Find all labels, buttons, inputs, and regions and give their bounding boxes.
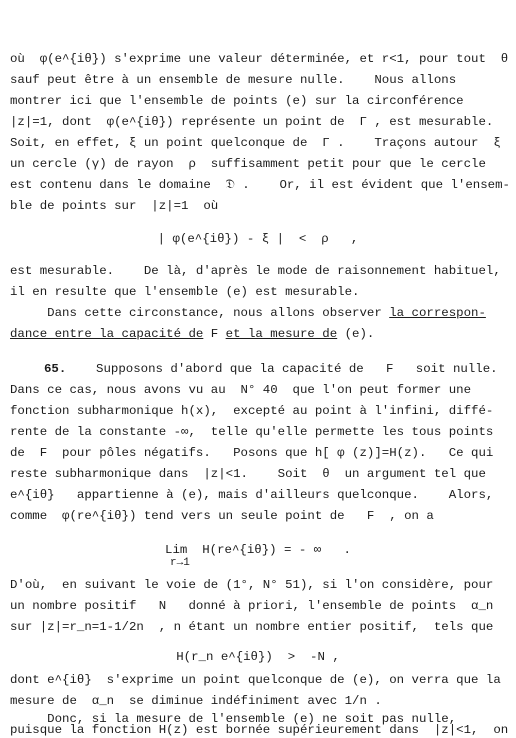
text-line: un nombre positif N donné à priori, l'ensemble de points α_n <box>10 599 494 613</box>
limit-subscript: r→1 <box>170 557 190 569</box>
text-line: Soit, en effet, ξ un point quelconque de Γ . Traçons autour ξ <box>10 136 501 150</box>
text-line: où φ(e^{iθ}) s'exprime une valeur déterminée, et r<1, pour tout θ <box>10 52 509 66</box>
text-line: mesure de α_n se diminue indéfiniment avec 1/n . <box>10 694 382 708</box>
underlined-text: et la mesure de <box>225 327 338 341</box>
text-line: fonction subharmonique h(x), excepté au point à l'infini, diffé- <box>10 404 494 418</box>
text-line: est mesurable. De là, d'après le mode de raisonnement habituel, <box>10 264 501 278</box>
text-line: puisque la fonction H(z) est bornée supérieurement dans |z|<1, on <box>10 723 509 737</box>
text-line: dont e^{iθ} s'exprime un point quelconque de (e), on verra que la <box>10 673 501 687</box>
text-line: sur |z|=r_n=1-1/2n , n étant un nombre entier positif, tels que <box>10 620 494 634</box>
underlined-text: dance entre la capacité de <box>10 327 204 341</box>
display-formula: | φ(e^{iθ}) - ξ | < ρ , <box>157 232 359 246</box>
text-line: montrer ici que l'ensemble de points (e) sur la circonférence <box>10 94 464 108</box>
text-line: |z|=1, dont φ(e^{iθ}) représente un point de Γ , est mesurable. <box>10 115 494 129</box>
text-line <box>10 306 506 321</box>
text-line: ble de points sur |z|=1 où <box>10 199 219 213</box>
text-line: e^{iθ} appartienne à (e), mais d'ailleurs quelconque. Alors, <box>10 488 494 502</box>
text-line: reste subharmonique dans |z|<1. Soit θ un argument tel que <box>10 467 486 481</box>
text-line: un cercle (γ) de rayon ρ suffisamment petit pour que le cercle <box>10 157 486 171</box>
text-line <box>10 362 506 377</box>
text-line: rente de la constante -∞, telle qu'elle permette les tous points <box>10 425 494 439</box>
inequality-formula: H(r_n e^{iθ}) > -N , <box>176 650 340 664</box>
text-line: de F pour pôles négatifs. Posons que h[ φ (z)]=H(z). Ce qui <box>10 446 494 460</box>
text-line: Donc, si la mesure de l'ensemble (e) ne soit pas nulle, <box>10 712 457 726</box>
text-line: est contenu dans le domaine 𝔇 . Or, il est évident que l'ensem- <box>10 178 510 192</box>
text-line <box>10 327 506 342</box>
underlined-text: la correspon- <box>389 306 486 320</box>
section-number: 65. <box>44 362 67 376</box>
text-line: comme φ(re^{iθ}) tend vers un seule point de F , on a <box>10 509 434 523</box>
text-run: (e). <box>337 327 375 341</box>
text-line: sauf peut être à un ensemble de mesure nulle. Nous allons <box>10 73 457 87</box>
text-run: Dans cette circonstance, nous allons observer <box>10 306 390 320</box>
text-line: il en resulte que l'ensemble (e) est mesurable. <box>10 285 360 299</box>
limit-formula: Lim H(re^{iθ}) = - ∞ . <box>165 543 351 557</box>
text-line: D'où, en suivant le voie de (1°, N° 51), si l'on considère, pour <box>10 578 494 592</box>
text-run: Supposons d'abord que la capacité de F soit nulle. <box>66 362 498 376</box>
text-line: Dans ce cas, nous avons vu au N° 40 que l'on peut former une <box>10 383 472 397</box>
text-run: F <box>203 327 226 341</box>
